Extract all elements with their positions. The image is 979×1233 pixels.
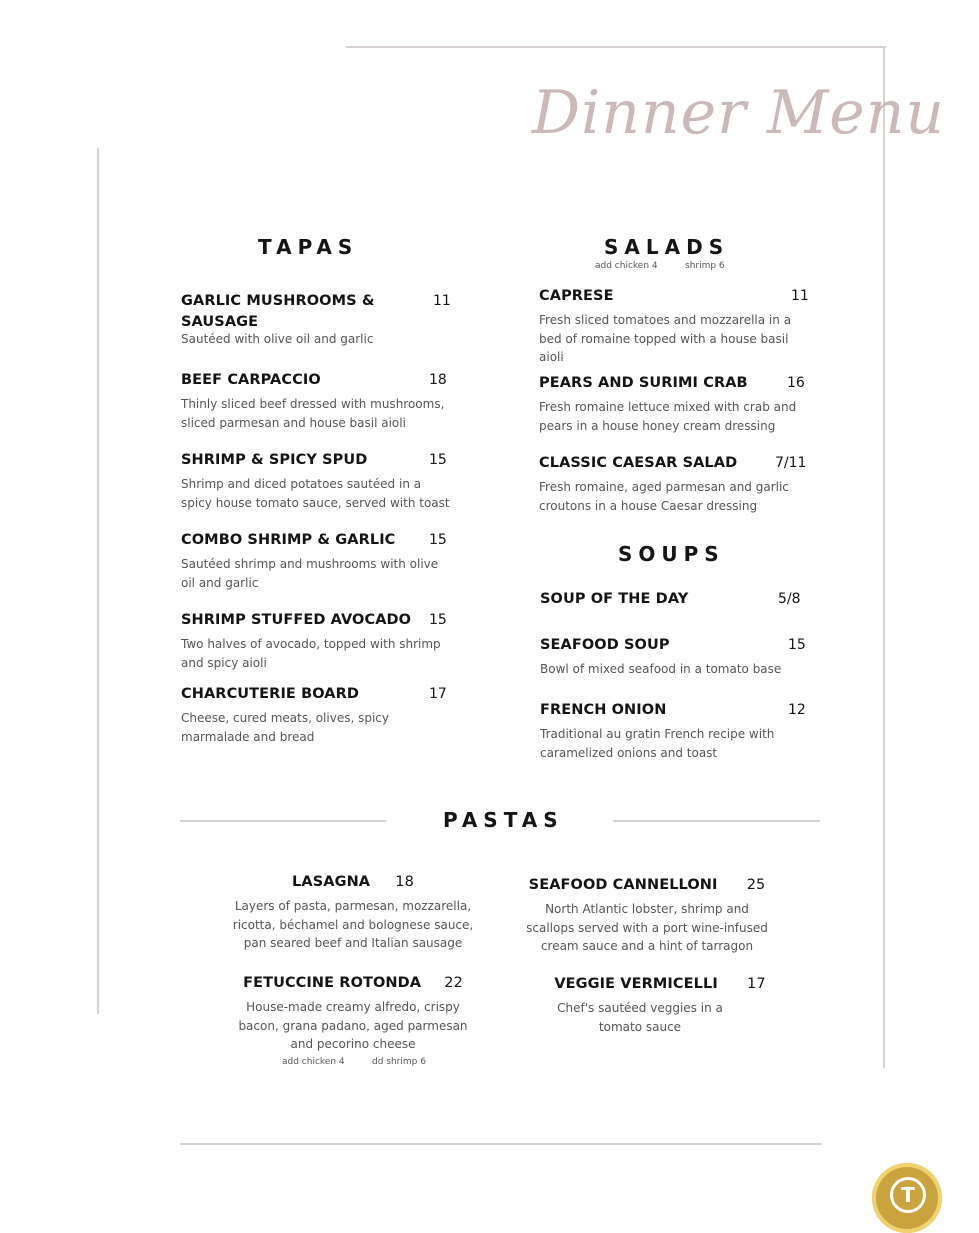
- menu-item: [539, 373, 804, 435]
- salads-addon-chicken: add chicken 4: [595, 261, 658, 271]
- item-name: CHARCUTERIE BOARD: [181, 686, 360, 702]
- menu-item: [228, 973, 478, 1054]
- item-name-text: VEGGIE VERMICELLI: [554, 976, 718, 992]
- menu-item: [181, 450, 451, 512]
- item-name: FRENCH ONION: [540, 702, 667, 718]
- menu-item: [181, 610, 451, 672]
- item-name: PEARS AND SURIMI CRAB: [539, 375, 748, 391]
- item-price: 15: [788, 637, 806, 653]
- item-name: SHRIMP STUFFED AVOCADO: [181, 612, 412, 628]
- pastas-addon-chicken: add chicken 4: [282, 1057, 345, 1067]
- item-description: Bowl of mixed seafood in a tomato base: [540, 662, 782, 676]
- item-description: Chef's sautéed veggies in a tomato sauce: [557, 1001, 723, 1034]
- menu-item: [181, 370, 451, 432]
- item-price: 25: [746, 877, 766, 893]
- menu-item: [224, 872, 482, 953]
- pastas-addon-shrimp: dd shrimp 6: [372, 1057, 426, 1067]
- item-name: SEAFOOD SOUP: [540, 637, 670, 653]
- item-name: CLASSIC CAESAR SALAD: [539, 455, 738, 471]
- item-description: Shrimp and diced potatoes sautéed in a spicy house tomato sauce, served with toast: [181, 477, 450, 510]
- pastas-divider-right: [613, 820, 820, 822]
- item-price: 16: [787, 375, 805, 391]
- item-description: House-made creamy alfredo, crispy bacon, grana padano, aged parmesan and pecorino cheese: [238, 1000, 468, 1051]
- item-name: CAPRESE: [539, 288, 614, 304]
- item-name-text: LASAGNA: [292, 874, 371, 890]
- item-price: 15: [429, 532, 447, 548]
- item-description: Sautéed with olive oil and garlic: [181, 332, 374, 346]
- frame-right-line: [883, 46, 885, 1068]
- item-price: 7/11: [775, 455, 807, 471]
- frame-left-line: [97, 148, 99, 1014]
- menu-item: [540, 635, 810, 679]
- menu-title: Dinner Menu: [532, 78, 946, 148]
- item-price: 17: [429, 686, 447, 702]
- menu-item: [520, 875, 774, 956]
- item-description: Sautéed shrimp and mushrooms with olive oil and garlic: [181, 557, 439, 590]
- item-price: 17: [747, 976, 766, 992]
- item-name: [224, 872, 482, 893]
- item-description: Fresh sliced tomatoes and mozzarella in a bed of romaine topped with a house basil aioli: [539, 313, 792, 364]
- item-description: Traditional au gratin French recipe with caramelized onions and toast: [540, 727, 775, 760]
- item-name: COMBO SHRIMP & GARLIC: [181, 532, 396, 548]
- item-description: Fresh romaine, aged parmesan and garlic croutons in a house Caesar dressing: [539, 480, 789, 513]
- soups-heading: SOUPS: [618, 542, 725, 566]
- item-name: [520, 875, 774, 896]
- item-price: 18: [429, 372, 447, 388]
- item-price: 11: [791, 288, 809, 304]
- menu-item: [181, 291, 451, 349]
- menu-item: [540, 589, 810, 610]
- item-name: GARLIC MUSHROOMS & SAUSAGE: [181, 293, 375, 330]
- item-name-text: SEAFOOD CANNELLONI: [528, 877, 718, 893]
- item-description: Fresh romaine lettuce mixed with crab and pears in a house honey cream dressing: [539, 400, 797, 433]
- item-price: 12: [788, 702, 806, 718]
- item-name: BEEF CARPACCIO: [181, 372, 321, 388]
- menu-item: [181, 684, 451, 746]
- item-name: SOUP OF THE DAY: [540, 591, 689, 607]
- tapas-heading: TAPAS: [258, 235, 359, 259]
- menu-item: [539, 453, 809, 515]
- T-icon: T: [890, 1177, 926, 1213]
- item-price: 15: [429, 612, 447, 628]
- item-name: [545, 974, 775, 995]
- item-description: Thinly sliced beef dressed with mushrooms, sliced parmesan and house basil aioli: [181, 397, 445, 430]
- brand-logo-icon[interactable]: [872, 1163, 942, 1233]
- item-price: 11: [433, 293, 451, 309]
- salads-heading: SALADS: [604, 235, 730, 259]
- frame-top-line: [346, 46, 886, 48]
- item-name: SHRIMP & SPICY SPUD: [181, 452, 368, 468]
- menu-item: [540, 700, 805, 762]
- item-description: Layers of pasta, parmesan, mozzarella, ricotta, béchamel and bolognese sauce, pan seared beef and Italian sausage: [232, 899, 474, 950]
- item-name-text: FETUCCINE ROTONDA: [243, 975, 422, 991]
- pastas-divider-left: [180, 820, 386, 822]
- pastas-heading: PASTAS: [443, 808, 564, 832]
- item-description: North Atlantic lobster, shrimp and scallops served with a port wine-infused cream sauce and a hint of tarragon: [526, 902, 768, 953]
- salads-addon-shrimp: shrimp 6: [685, 261, 725, 271]
- menu-item: [539, 286, 809, 367]
- menu-item: [181, 530, 451, 592]
- item-price: 5/8: [778, 591, 801, 607]
- item-name: [228, 973, 478, 994]
- item-description: Two halves of avocado, topped with shrimp and spicy aioli: [181, 637, 441, 670]
- item-price: 18: [395, 874, 414, 890]
- item-description: Cheese, cured meats, olives, spicy marmalade and bread: [181, 711, 389, 744]
- item-price: 22: [444, 975, 463, 991]
- footer-line: [180, 1143, 822, 1145]
- menu-item: [545, 974, 775, 1036]
- item-price: 15: [429, 452, 447, 468]
